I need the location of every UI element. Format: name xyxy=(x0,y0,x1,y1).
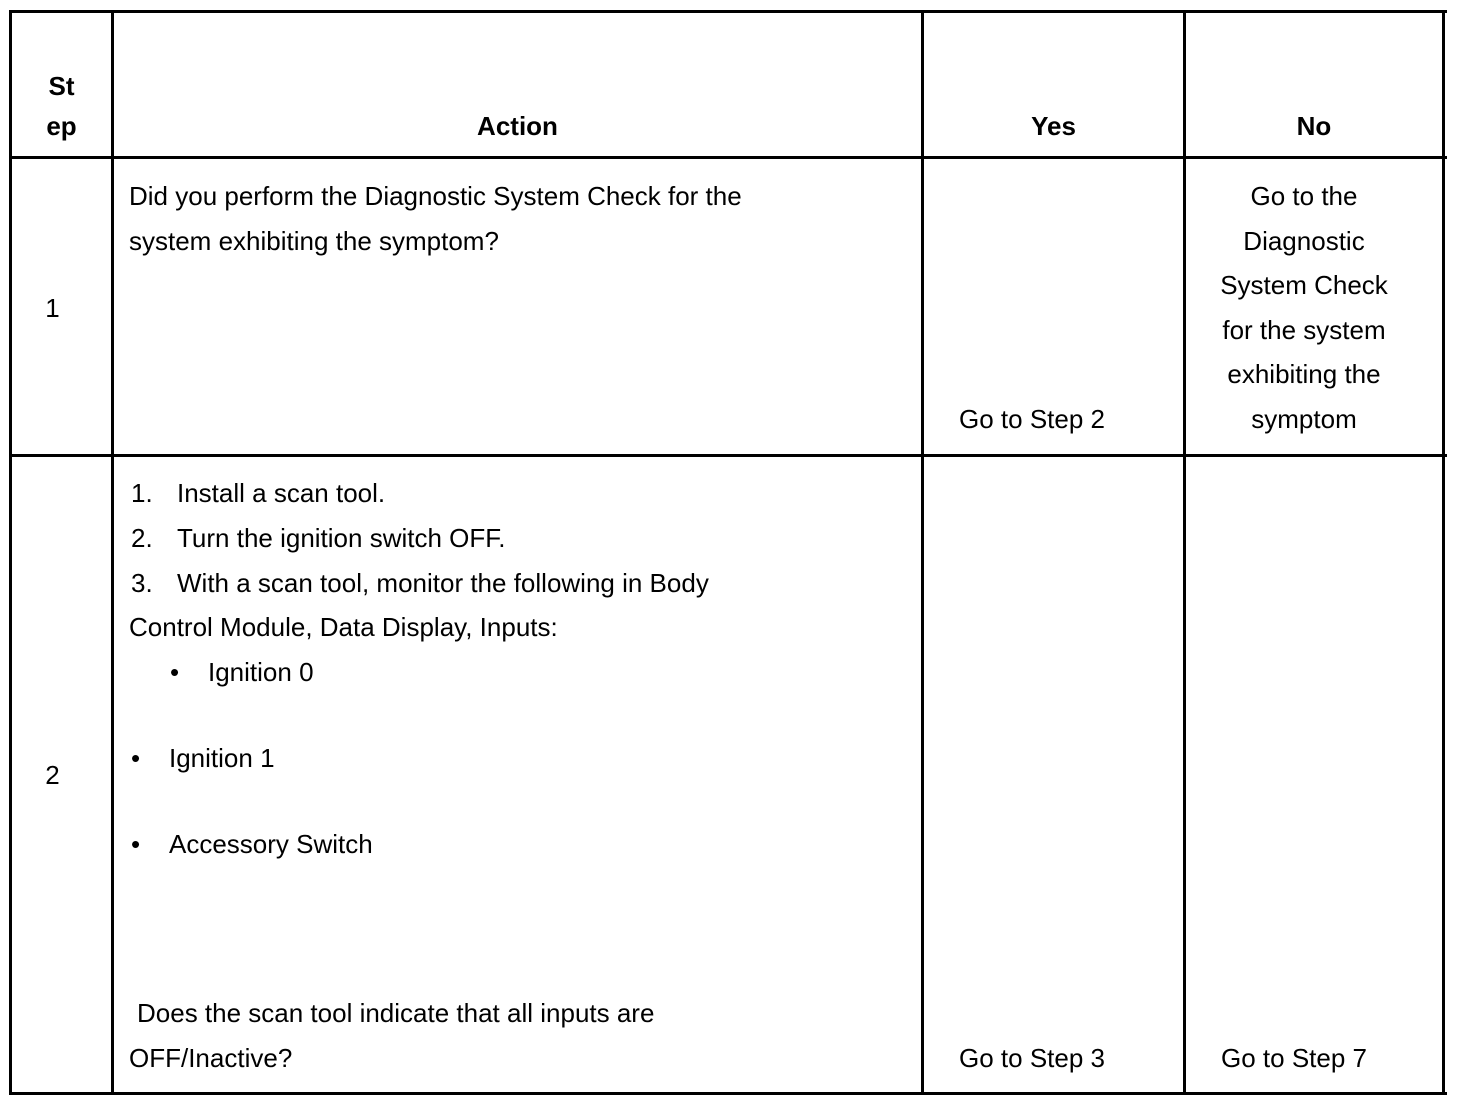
no-result: Go to Step 7 xyxy=(1221,1043,1367,1073)
yes-result: Go to Step 3 xyxy=(959,1043,1105,1073)
bullet-marker: • xyxy=(131,743,141,773)
no-result-line: Diagnostic xyxy=(1243,226,1365,256)
bullet-item: Ignition 0 xyxy=(208,657,314,687)
step-continuation: Control Module, Data Display, Inputs: xyxy=(129,612,558,642)
numbered-step-number: 3. xyxy=(131,568,153,598)
step-number: 1 xyxy=(45,293,60,323)
column-divider-step xyxy=(111,10,114,1095)
no-result-line: for the system xyxy=(1222,315,1386,345)
numbered-step-text: With a scan tool, monitor the following in Body xyxy=(177,568,709,598)
no-result-line: symptom xyxy=(1251,404,1357,434)
question-line: OFF/Inactive? xyxy=(129,1043,293,1073)
column-divider-action xyxy=(921,10,924,1095)
header-action: Action xyxy=(477,111,558,141)
bullet-item: Ignition 1 xyxy=(169,743,275,773)
bullet-item: Accessory Switch xyxy=(169,829,373,859)
header-no: No xyxy=(1296,111,1332,141)
numbered-step-number: 1. xyxy=(131,478,153,508)
yes-result: Go to Step 2 xyxy=(959,404,1105,434)
step-number: 2 xyxy=(45,760,60,790)
action-text-line: system exhibiting the symptom? xyxy=(129,226,499,256)
numbered-step-number: 2. xyxy=(131,523,153,553)
question-line: Does the scan tool indicate that all inputs are xyxy=(137,998,655,1028)
no-result-line: System Check xyxy=(1220,270,1388,300)
bullet-marker: • xyxy=(131,829,141,859)
numbered-step-text: Install a scan tool. xyxy=(177,478,386,508)
header-divider xyxy=(9,156,1447,159)
header-step-line-2: ep xyxy=(46,111,77,141)
row-divider xyxy=(9,454,1447,457)
bullet-marker: • xyxy=(170,657,180,687)
no-result-line: exhibiting the xyxy=(1227,359,1381,389)
header-step-line-1: St xyxy=(48,71,75,101)
column-divider-yes xyxy=(1183,10,1186,1095)
header-yes: Yes xyxy=(1031,111,1076,141)
table-border-bottom xyxy=(9,1092,1447,1095)
numbered-step-text: Turn the ignition switch OFF. xyxy=(177,523,506,553)
no-result-line: Go to the xyxy=(1250,181,1358,211)
table-border-left xyxy=(9,10,12,1095)
action-text-line: Did you perform the Diagnostic System Check for the xyxy=(129,181,742,211)
table-border-top xyxy=(9,10,1447,13)
table-border-right xyxy=(1442,10,1445,1095)
